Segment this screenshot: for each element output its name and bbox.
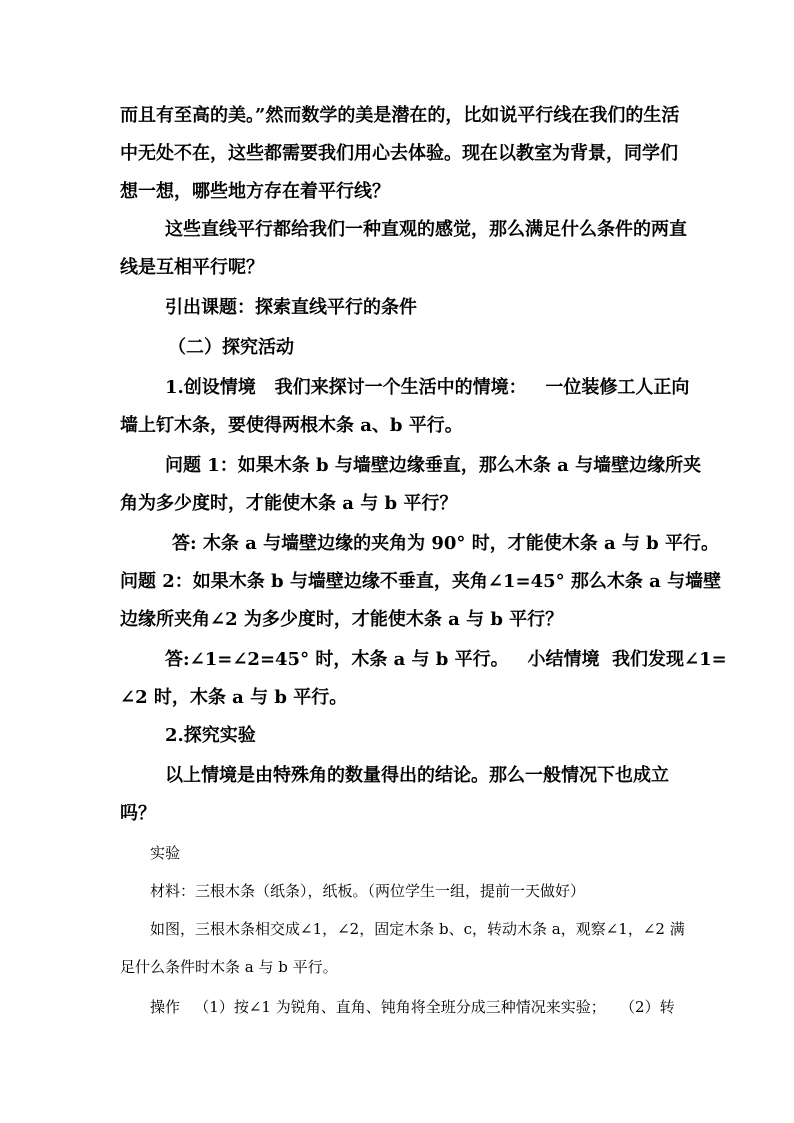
answer-2-line: 答:∠1=∠2=45° 时，木条 a 与 b 平行。 小结情境 我们发现∠1= (165, 649, 727, 670)
section-heading: （二）探究活动 (168, 337, 294, 358)
text-line: 这些直线平行都给我们一种直观的感觉，那么满足什么条件的两直 (165, 219, 687, 240)
text-line: 足什么条件时木条 a 与 b 平行。 (120, 958, 338, 976)
lesson-title-line: 引出课题：探索直线平行的条件 (165, 297, 417, 318)
text-line: 1.创设情境 我们来探讨一个生活中的情境： 一位装修工人正向 (165, 377, 690, 398)
question-2-line: 问题 2：如果木条 b 与墙壁边缘不垂直，夹角∠1=45° 那么木条 a 与墙壁 (120, 571, 722, 592)
operation-line: 操作 （1）按∠1 为锐角、直角、钝角将全班分成三种情况来实验； （2）转 (150, 998, 675, 1016)
section-heading: 2.探究实验 (165, 725, 256, 746)
experiment-heading: 实验 (150, 844, 181, 862)
text-line: 以上情境是由特殊角的数量得出的结论。那么一般情况下也成立 (165, 765, 669, 786)
text-line: 墙上钉木条，要使得两根木条 a、b 平行。 (120, 415, 463, 436)
question-1-line: 问题 1：如果木条 b 与墙壁边缘垂直，那么木条 a 与墙壁边缘所夹 (165, 455, 702, 476)
materials-line: 材料：三根木条（纸条），纸板。（两位学生一组，提前一天做好） (150, 882, 586, 900)
text-line: 边缘所夹角∠2 为多少度时，才能使木条 a 与 b 平行？ (120, 609, 564, 630)
text-line: 吗？ (120, 803, 156, 824)
answer-1-line: 答: 木条 a 与墙壁边缘的夹角为 90° 时，才能使木条 a 与 b 平行。 (172, 533, 720, 554)
text-line: 而且有至高的美。”然而数学的美是潜在的，比如说平行线在我们的生活 (120, 105, 680, 126)
text-line: ∠2 时，木条 a 与 b 平行。 (120, 687, 348, 708)
text-line: 角为多少度时，才能使木条 a 与 b 平行？ (120, 493, 458, 514)
text-line: 线是互相平行呢？ (120, 257, 264, 278)
text-line: 如图，三根木条相交成∠1，∠2，固定木条 b、c，转动木条 a，观察∠1，∠2 满 (150, 920, 685, 938)
text-line: 中无处不在，这些都需要我们用心去体验。现在以教室为背景，同学们 (120, 143, 678, 164)
text-line: 想一想，哪些地方存在着平行线？ (120, 181, 390, 202)
